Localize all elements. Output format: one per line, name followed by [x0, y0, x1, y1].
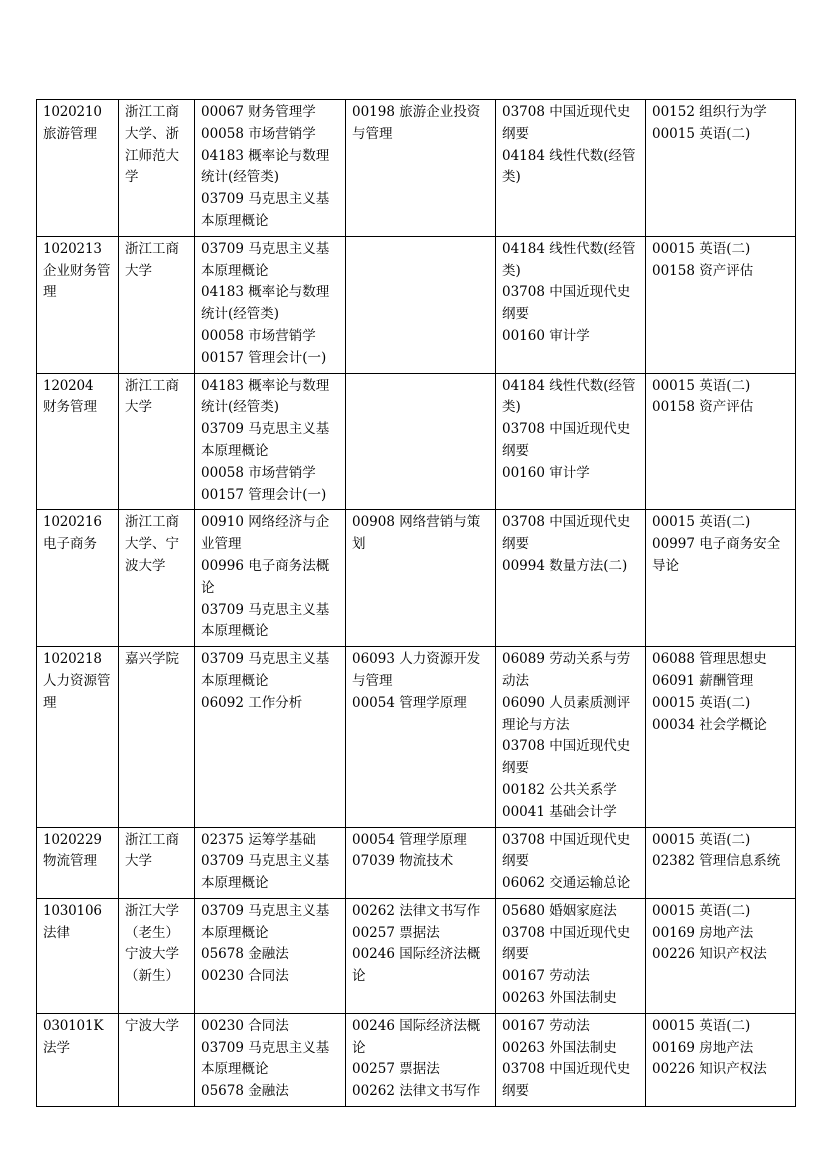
course-cell-col-d [646, 510, 796, 647]
course-item: 00908 网络营销与策划 [352, 514, 481, 553]
major-code: 1020229 [43, 831, 102, 848]
course-cell-col-b [346, 236, 496, 373]
course-item: 00246 国际经济法概论 [352, 946, 481, 985]
course-item: 00230 合同法 [201, 968, 289, 985]
major-code: 1020216 [43, 514, 102, 531]
school-cell [119, 1013, 195, 1106]
course-item: 06093 人力资源开发与管理 [352, 651, 481, 689]
table-row [37, 1013, 796, 1106]
table-row [37, 827, 796, 898]
course-item: 03708 中国近现代史纲要 [502, 421, 631, 459]
course-cell-col-c [496, 236, 646, 373]
course-cell-col-c [496, 1013, 646, 1106]
course-cell-col-d [646, 373, 796, 510]
school-name: 浙江工商大学 [125, 831, 179, 870]
course-item: 00015 英语(二) [652, 125, 751, 142]
school-cell [119, 510, 195, 647]
course-item: 00015 英语(二) [652, 1017, 751, 1034]
course-cell-col-c [496, 100, 646, 237]
school-cell [119, 236, 195, 373]
course-item: 06062 交通运输总论 [502, 875, 631, 892]
course-item: 04184 线性代数(经管类) [502, 377, 636, 416]
course-cell-col-a [195, 647, 346, 827]
major-code: 120204 [43, 377, 94, 394]
course-cell-col-d [646, 647, 796, 827]
course-item: 00226 知识产权法 [652, 946, 767, 963]
course-item: 00997 电子商务安全导论 [652, 536, 781, 574]
major-code: 030101K [43, 1017, 104, 1034]
course-cell-col-d [646, 898, 796, 1013]
exam-course-table-page [36, 99, 796, 1107]
major-name: 企业财务管理 [43, 262, 111, 301]
course-item: 03708 中国近现代史纲要 [502, 1061, 631, 1100]
course-item: 02375 运筹学基础 [201, 831, 316, 848]
school-name: 浙江工商大学 [125, 240, 179, 279]
course-cell-col-b [346, 100, 496, 237]
course-item: 03709 马克思主义基本原理概论 [201, 853, 330, 892]
course-item: 06088 管理思想史 [652, 651, 767, 668]
major-cell [37, 510, 119, 647]
course-item: 03709 马克思主义基本原理概论 [201, 651, 330, 689]
course-item: 00015 英语(二) [652, 694, 751, 711]
course-item: 00994 数量方法(二) [502, 557, 628, 574]
school-name: 浙江工商大学、浙江师范大学 [125, 104, 179, 186]
table-body [37, 100, 796, 1107]
course-item: 05678 金融法 [201, 946, 289, 963]
major-name: 人力资源管理 [43, 672, 111, 711]
course-cell-col-c [496, 827, 646, 898]
course-item: 03708 中国近现代史纲要 [502, 514, 631, 553]
major-code: 1030106 [43, 902, 102, 919]
exam-course-table [36, 99, 796, 1107]
major-cell [37, 373, 119, 510]
course-cell-col-b [346, 510, 496, 647]
course-item: 00257 票据法 [352, 924, 440, 941]
course-cell-col-c [496, 898, 646, 1013]
course-item: 00034 社会学概论 [652, 716, 767, 733]
course-item: 04183 概率论与数理统计(经管类) [201, 377, 330, 416]
table-row [37, 898, 796, 1013]
course-item: 04184 线性代数(经管类) [502, 240, 636, 279]
course-item: 04184 线性代数(经管类) [502, 147, 636, 186]
course-item: 02382 管理信息系统 [652, 853, 781, 870]
course-cell-col-a [195, 236, 346, 373]
major-name: 财务管理 [43, 399, 97, 416]
course-item: 00058 市场营销学 [201, 125, 316, 142]
course-item: 06091 薪酬管理 [652, 672, 754, 689]
course-item: 03708 中国近现代史纲要 [502, 738, 631, 777]
course-cell-col-a [195, 373, 346, 510]
school-name: 浙江大学（老生）宁波大学（新生） [125, 902, 179, 985]
course-cell-col-c [496, 373, 646, 510]
major-name: 旅游管理 [43, 125, 97, 142]
course-item: 00160 审计学 [502, 464, 590, 481]
course-item: 07039 物流技术 [352, 853, 454, 870]
school-name: 宁波大学 [125, 1017, 179, 1034]
course-item: 00015 英语(二) [652, 902, 751, 919]
course-item: 03708 中国近现代史纲要 [502, 831, 631, 870]
table-row [37, 647, 796, 827]
course-item: 04183 概率论与数理统计(经管类) [201, 147, 330, 186]
course-item: 03708 中国近现代史纲要 [502, 284, 631, 323]
course-item: 03709 马克思主义基本原理概论 [201, 902, 330, 941]
course-item: 00158 资产评估 [652, 399, 754, 416]
course-item: 00157 管理会计(一) [201, 349, 327, 366]
course-item: 00015 英语(二) [652, 831, 751, 848]
course-cell-col-d [646, 1013, 796, 1106]
major-name: 物流管理 [43, 853, 97, 870]
course-item: 00015 英语(二) [652, 240, 751, 257]
course-item: 00169 房地产法 [652, 924, 754, 941]
school-cell [119, 647, 195, 827]
course-item: 03709 马克思主义基本原理概论 [201, 421, 330, 459]
major-name: 法律 [43, 924, 70, 941]
course-item: 00152 组织行为学 [652, 104, 767, 120]
course-item: 06089 劳动关系与劳动法 [502, 651, 631, 689]
course-item: 03709 马克思主义基本原理概论 [201, 1039, 330, 1078]
course-cell-col-a [195, 1013, 346, 1106]
course-item: 00262 法律文书写作 [352, 902, 481, 919]
major-cell [37, 827, 119, 898]
major-name: 法学 [43, 1039, 70, 1056]
course-item: 00262 法律文书写作 [352, 1083, 481, 1100]
table-row [37, 236, 796, 373]
course-item: 00910 网络经济与企业管理 [201, 514, 330, 553]
course-item: 00058 市场营销学 [201, 327, 316, 344]
course-item: 00198 旅游企业投资与管理 [352, 104, 481, 142]
course-cell-col-a [195, 898, 346, 1013]
course-item: 06090 人员素质测评理论与方法 [502, 694, 631, 733]
major-code: 1020213 [43, 240, 102, 257]
table-row [37, 510, 796, 647]
course-cell-col-a [195, 827, 346, 898]
course-cell-col-a [195, 510, 346, 647]
school-name: 浙江工商大学、宁波大学 [125, 514, 179, 574]
course-cell-col-d [646, 827, 796, 898]
course-cell-col-c [496, 647, 646, 827]
major-cell [37, 898, 119, 1013]
course-item: 00054 管理学原理 [352, 831, 467, 848]
major-name: 电子商务 [43, 536, 97, 553]
course-item: 03709 马克思主义基本原理概论 [201, 240, 330, 279]
course-item: 00246 国际经济法概论 [352, 1017, 481, 1056]
major-code: 1020210 [43, 104, 102, 120]
table-row [37, 373, 796, 510]
major-cell [37, 647, 119, 827]
course-item: 00015 英语(二) [652, 514, 751, 531]
course-item: 00167 劳动法 [502, 968, 590, 985]
course-item: 00054 管理学原理 [352, 694, 467, 711]
course-cell-col-b [346, 373, 496, 510]
major-cell [37, 100, 119, 237]
course-item: 00157 管理会计(一) [201, 486, 327, 503]
course-item: 00230 合同法 [201, 1017, 289, 1034]
course-cell-col-d [646, 100, 796, 237]
course-item: 00067 财务管理学 [201, 104, 316, 120]
course-item: 00996 电子商务法概论 [201, 557, 330, 596]
course-item: 00041 基础会计学 [502, 803, 617, 820]
course-item: 00058 市场营销学 [201, 464, 316, 481]
school-cell [119, 100, 195, 237]
course-item: 00182 公共关系学 [502, 781, 617, 798]
course-item: 03709 马克思主义基本原理概论 [201, 601, 330, 640]
course-item: 00263 外国法制史 [502, 1039, 617, 1056]
course-item: 03708 中国近现代史纲要 [502, 104, 631, 142]
table-row [37, 100, 796, 237]
course-cell-col-b [346, 898, 496, 1013]
course-item: 05678 金融法 [201, 1083, 289, 1100]
course-cell-col-d [646, 236, 796, 373]
course-item: 00167 劳动法 [502, 1017, 590, 1034]
course-item: 03708 中国近现代史纲要 [502, 924, 631, 963]
school-cell [119, 898, 195, 1013]
school-name: 嘉兴学院 [125, 651, 179, 668]
course-cell-col-b [346, 647, 496, 827]
course-cell-col-a [195, 100, 346, 237]
course-cell-col-b [346, 827, 496, 898]
school-cell [119, 373, 195, 510]
major-cell [37, 1013, 119, 1106]
course-cell-col-c [496, 510, 646, 647]
course-item: 00169 房地产法 [652, 1039, 754, 1056]
course-item: 05680 婚姻家庭法 [502, 902, 617, 919]
course-item: 00160 审计学 [502, 327, 590, 344]
major-cell [37, 236, 119, 373]
course-item: 04183 概率论与数理统计(经管类) [201, 284, 330, 323]
course-item: 06092 工作分析 [201, 694, 303, 711]
major-code: 1020218 [43, 651, 102, 668]
course-item: 00263 外国法制史 [502, 990, 617, 1007]
school-cell [119, 827, 195, 898]
school-name: 浙江工商大学 [125, 377, 179, 416]
course-item: 03709 马克思主义基本原理概论 [201, 191, 330, 229]
course-cell-col-b [346, 1013, 496, 1106]
course-item: 00226 知识产权法 [652, 1061, 767, 1078]
course-item: 00257 票据法 [352, 1061, 440, 1078]
course-item: 00015 英语(二) [652, 377, 751, 394]
course-item: 00158 资产评估 [652, 262, 754, 279]
